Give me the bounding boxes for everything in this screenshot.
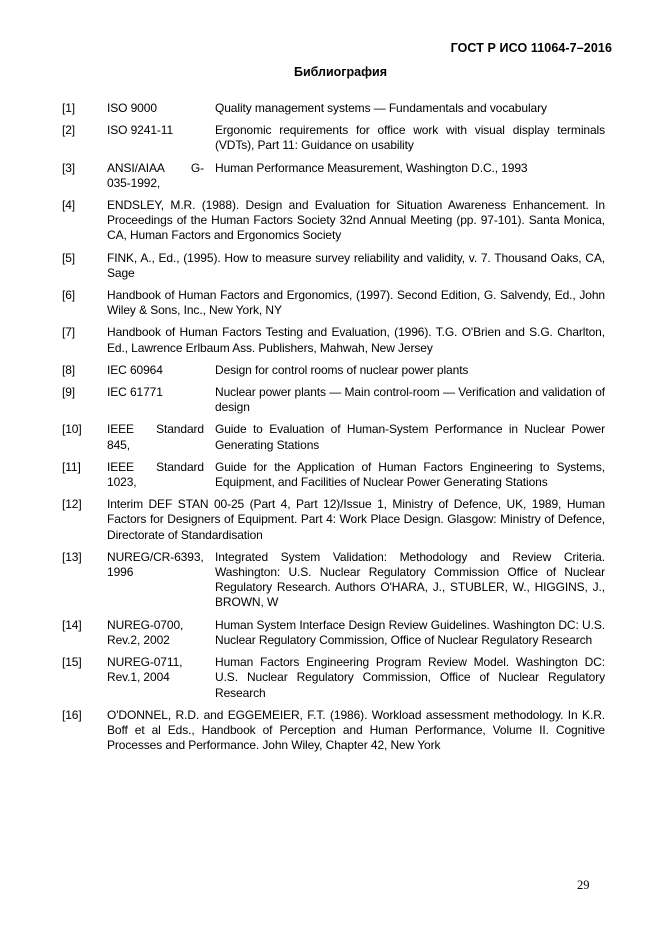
- entry-number: [11]: [62, 459, 81, 474]
- entry-code: IEC 61771: [107, 385, 163, 400]
- entry-description: Handbook of Human Factors and Ergonomics, (1997). Second Edition, G. Salvendy, Ed., John Wiley & Sons, Inc., New York, NY: [107, 288, 605, 318]
- entry-description: Integrated System Validation: Methodology and Review Criteria. Washington: U.S. Nuclear Regulatory Commission Office of Nuclear Regulatory Research. Authors O'HARA, J., STUBLER, W., HIGGINS, J., BROWN, W: [215, 549, 605, 610]
- entry-number: [7]: [62, 325, 76, 340]
- entry-code: ISO 9241-11: [107, 123, 174, 138]
- entry-description: FINK, A., Ed., (1995). How to measure survey reliability and validity, v. 7. Thousand Oaks, CA, Sage: [107, 250, 605, 280]
- section-title: Библиография: [293, 65, 388, 79]
- entry-number: [2]: [62, 123, 76, 138]
- bibliography-list: [62, 101, 605, 760]
- bibliography-entry: [62, 101, 605, 116]
- entry-description: Ergonomic requirements for office work with visual display terminals (VDTs), Part 11: Guidance on usability: [215, 123, 605, 153]
- entry-description: Design for control rooms of nuclear power plants: [215, 362, 469, 377]
- entry-description: Nuclear power plants — Main control-room — Verification and validation of design: [215, 385, 605, 415]
- entry-code: IEEE Standard 1023,: [107, 459, 204, 490]
- entry-code: IEC 60964: [107, 362, 163, 377]
- bibliography-entry: [62, 251, 605, 281]
- entry-number: [10]: [62, 422, 82, 437]
- document-code: ГОСТ Р ИСО 11064-7–2016: [450, 41, 612, 55]
- bibliography-entry: [62, 161, 605, 191]
- entry-number: [15]: [62, 655, 82, 670]
- entry-number: [1]: [62, 101, 76, 115]
- bibliography-entry: [62, 422, 605, 452]
- entry-number: [13]: [62, 549, 82, 564]
- entry-number: [4]: [62, 198, 76, 213]
- bibliography-entry: [62, 550, 605, 611]
- bibliography-entry: [62, 708, 605, 754]
- entry-description: Handbook of Human Factors Testing and Evaluation, (1996). T.G. O'Brien and S.G. Charlton, Ed., Lawrence Erlbaum Ass. Publishers, Mahwah, New Jersey: [107, 325, 605, 355]
- entry-description: Human System Interface Design Review Guidelines. Washington DC: U.S. Nuclear Regulatory Commission, Office of Nuclear Regulatory Research: [215, 617, 605, 647]
- entry-number: [3]: [62, 160, 76, 175]
- entry-number: [14]: [62, 617, 82, 632]
- entry-description: Human Performance Measurement, Washington D.C., 1993: [215, 160, 528, 175]
- bibliography-entry: [62, 198, 605, 244]
- entry-description: Human Factors Engineering Program Review Model. Washington DC: U.S. Nuclear Regulatory Commission, Office of Nuclear Regulatory Research: [215, 655, 605, 700]
- bibliography-entry: [62, 325, 605, 355]
- entry-description: O'DONNEL, R.D. and EGGEMEIER, F.T. (1986). Workload assessment methodology. In K.R. Boff et al Eds., Handbook of Perception and Human Performance, Volume II. Cognitive Processes and Performance. John Wiley, Chapter 42, New York: [107, 707, 605, 753]
- entry-number: [8]: [62, 362, 76, 377]
- entry-description: Guide for the Application of Human Factors Engineering to Systems, Equipment, and Facilities of Nuclear Power Generating Stations: [215, 459, 605, 490]
- entry-number: [12]: [62, 497, 82, 512]
- entry-code: ISO 9000: [107, 101, 157, 115]
- entry-code: IEEE Standard 845,: [107, 422, 204, 452]
- bibliography-entry: [62, 497, 605, 543]
- bibliography-entry: [62, 460, 605, 490]
- entry-code: NUREG/CR-6393, 1996: [107, 549, 204, 580]
- bibliography-entry: [62, 123, 605, 153]
- bibliography-entry: [62, 385, 605, 415]
- entry-number: [16]: [62, 707, 82, 722]
- entry-number: [9]: [62, 385, 76, 400]
- entry-number: [5]: [62, 250, 76, 265]
- bibliography-entry: [62, 288, 605, 318]
- bibliography-entry: [62, 655, 605, 701]
- entry-code: NUREG-0700, Rev.2, 2002: [107, 617, 184, 647]
- entry-number: [6]: [62, 288, 76, 303]
- entry-code: ANSI/AIAA G-035-1992,: [107, 160, 204, 190]
- entry-description: Quality management systems — Fundamentals and vocabulary: [215, 101, 547, 115]
- bibliography-entry: [62, 363, 605, 378]
- entry-description: Interim DEF STAN 00-25 (Part 4, Part 12)/Issue 1, Ministry of Defence, UK, 1989, Human Factors for Designers of Equipment. Part 4: Work Place Design. Glasgow: Ministry of Defence, Directorate of Standardisation: [107, 497, 605, 542]
- entry-description: ENDSLEY, M.R. (1988). Design and Evaluation for Situation Awareness Enhancement. In Proceedings of the Human Factors Society 32nd Annual Meeting (pp. 97-101). Santa Monica, CA, Human Factors and Ergonomics Society: [107, 198, 605, 243]
- entry-code: NUREG-0711, Rev.1, 2004: [107, 655, 183, 685]
- page-number: 29: [577, 878, 590, 892]
- bibliography-entry: [62, 618, 605, 648]
- entry-description: Guide to Evaluation of Human-System Performance in Nuclear Power Generating Stations: [215, 422, 605, 452]
